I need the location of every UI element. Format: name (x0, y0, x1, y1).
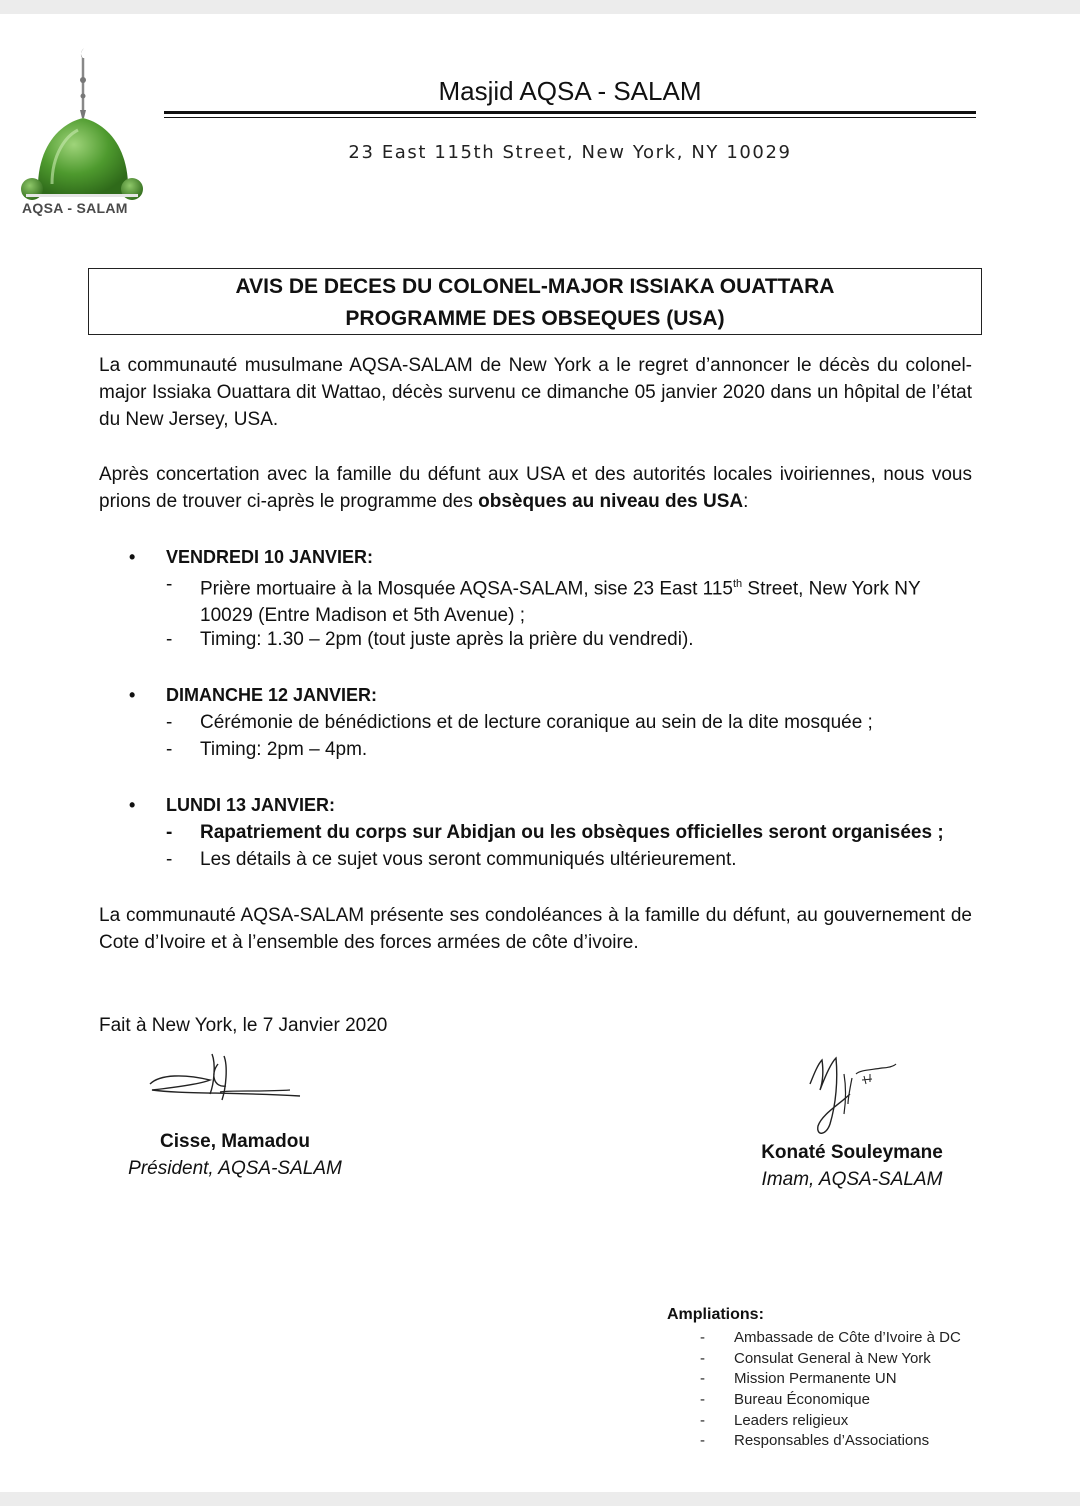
document-page: AQSA - SALAM Masjid AQSA - SALAM 23 East 115th Street, New York, NY 10029 AVIS DE DECES DU COLONEL-MAJOR ISSIAKA OUATTARA PROGRAMME DES OBSEQUES (USA) La communauté musulmane AQSA-SALAM de New York a le regret d’annoncer le décès du colonel-major Issiaka Ouattara dit Wattao, décès survenu ce dimanche 05 janvier 2020 dans un hôpital de l’état du New Jersey, USA. Après concertation avec la famille du défunt aux USA et des autorités locales ivoiriennes, nous vous prions de trouver ci-après le programme des obsèques au niveau des USA: • VENDREDI 10 JANVIER: - Prière mortuaire à la Mosquée AQSA-SALAM, sise 23 East 115th Street, New York NY 10029 (Entre Madison et 5th Avenue) ; - Timing: 1.30 – 2pm (tout juste après la prière du vendredi). • DIMANCHE 12 JANVIER: - Cérémonie de bénédictions et de lecture coranique au sein de la dite mosquée ; - Timing: 2pm – 4pm. • LUNDI 13 JANVIER: - Rapatriement du corps sur Abidjan ou les obsèques officielles seront organisées ; - Les détails à ce sujet vous seront communiqués ultérieurement. La communauté AQSA-SALAM présente ses condoléances à la famille du défunt, au gouvernement de Cote d’Ivoire et à l’ensemble des forces armées de côte d’ivoire. Fait à New York, le 7 Janvier 2020 Cisse, Mamadou Président, AQSA-SALAM Konaté Souleymane Imam, AQSA-SALAM Ampliations: - Ambassade de Côte d’Ivoire à DC - Consulat General à New York - Mission Permanente UN - Bureau Économique - Leaders religieux - Responsables d’Associations (0, 14, 1080, 1492)
program-item-text: Les détails à ce sujet vous seront communiqués ultérieurement. (200, 849, 737, 870)
header-rule-thin (164, 117, 976, 118)
concertation-end: : (743, 491, 749, 512)
bullet-dot: • (129, 795, 136, 815)
notice-title-box (88, 268, 982, 335)
bullet-dot: • (129, 547, 136, 567)
program-day-label: DIMANCHE 12 JANVIER: (166, 685, 378, 705)
signatory-role: Imam, AQSA-SALAM (761, 1169, 943, 1190)
ampliations-title: Ampliations: (667, 1306, 764, 1323)
notice-title-line1: AVIS DE DECES DU COLONEL-MAJOR ISSIAKA OUATTARA (235, 275, 835, 298)
ordinal-suffix: th (732, 578, 743, 590)
ampliation-item-text: Ambassade de Côte d’Ivoire à DC (734, 1329, 961, 1346)
ampliation-item-text: Consulat General à New York (734, 1350, 931, 1367)
place-date: Fait à New York, le 7 Janvier 2020 (99, 1015, 388, 1036)
condolences-paragraph: La communauté AQSA-SALAM présente ses condoléances à la famille du défunt, au gouvernement de Cote d’Ivoire et à l’ensemble des forces armées de côte d’ivoire. (99, 905, 972, 953)
ampliation-item-text: Bureau Économique (734, 1391, 870, 1408)
bullet-dot: • (129, 685, 136, 705)
notice-title-line2: PROGRAMME DES OBSEQUES (USA) (345, 307, 725, 330)
program-item-text: Rapatriement du corps sur Abidjan ou les obsèques officielles seront organisées ; (200, 822, 944, 843)
intro-paragraph: La communauté musulmane AQSA-SALAM de New York a le regret d’annoncer le décès du colonel-major Issiaka Ouattara dit Wattao, décès survenu ce dimanche 05 janvier 2020 dans un hôpital de l’état du New Jersey, USA. (99, 355, 972, 430)
program-item-text: Timing: 1.30 – 2pm (tout juste après la prière du vendredi). (200, 629, 694, 650)
signature-imam-image (800, 1044, 910, 1144)
signature-president-image (140, 1044, 310, 1114)
mosque-dome-logo (18, 44, 146, 224)
program-item-text-cont: Street, New York NY 10029 (Entre Madison et 5th Avenue) ; (200, 578, 921, 627)
program-item-text: Cérémonie de bénédictions et de lecture coranique au sein de la dite mosquée ; (200, 712, 873, 733)
ampliation-item-text: Mission Permanente UN (734, 1370, 897, 1387)
mosque-address: 23 East 115th Street, New York, NY 10029 (348, 142, 792, 163)
signatory-name: Konaté Souleymane (761, 1142, 943, 1163)
ampliation-item-text: Responsables d’Associations (734, 1432, 930, 1449)
logo-text: AQSA - SALAM (22, 200, 128, 216)
program-day-label: VENDREDI 10 JANVIER: (166, 547, 374, 567)
program-day-label: LUNDI 13 JANVIER: (166, 795, 336, 815)
mosque-name: Masjid AQSA - SALAM (438, 76, 702, 106)
ampliation-item-text: Leaders religieux (734, 1412, 849, 1429)
signatory-name: Cisse, Mamadou (160, 1131, 310, 1152)
signatory-president (100, 1128, 370, 1182)
header-rule-thick (164, 111, 976, 114)
program-item-text: Prière mortuaire à la Mosquée AQSA-SALAM, sise 23 East 115 (200, 578, 733, 600)
program-item-text: Timing: 2pm – 4pm. (200, 739, 368, 760)
concertation-paragraph (99, 461, 972, 515)
concertation-text: Après concertation avec la famille du défunt aux USA et des autorités locales ivoiriennes, nous vous prions de trouver ci-après le programme des (99, 464, 972, 512)
signatory-role: Président, AQSA-SALAM (128, 1158, 342, 1179)
concertation-bold: obsèques au niveau des USA (478, 491, 744, 512)
signatory-imam (730, 1139, 974, 1193)
